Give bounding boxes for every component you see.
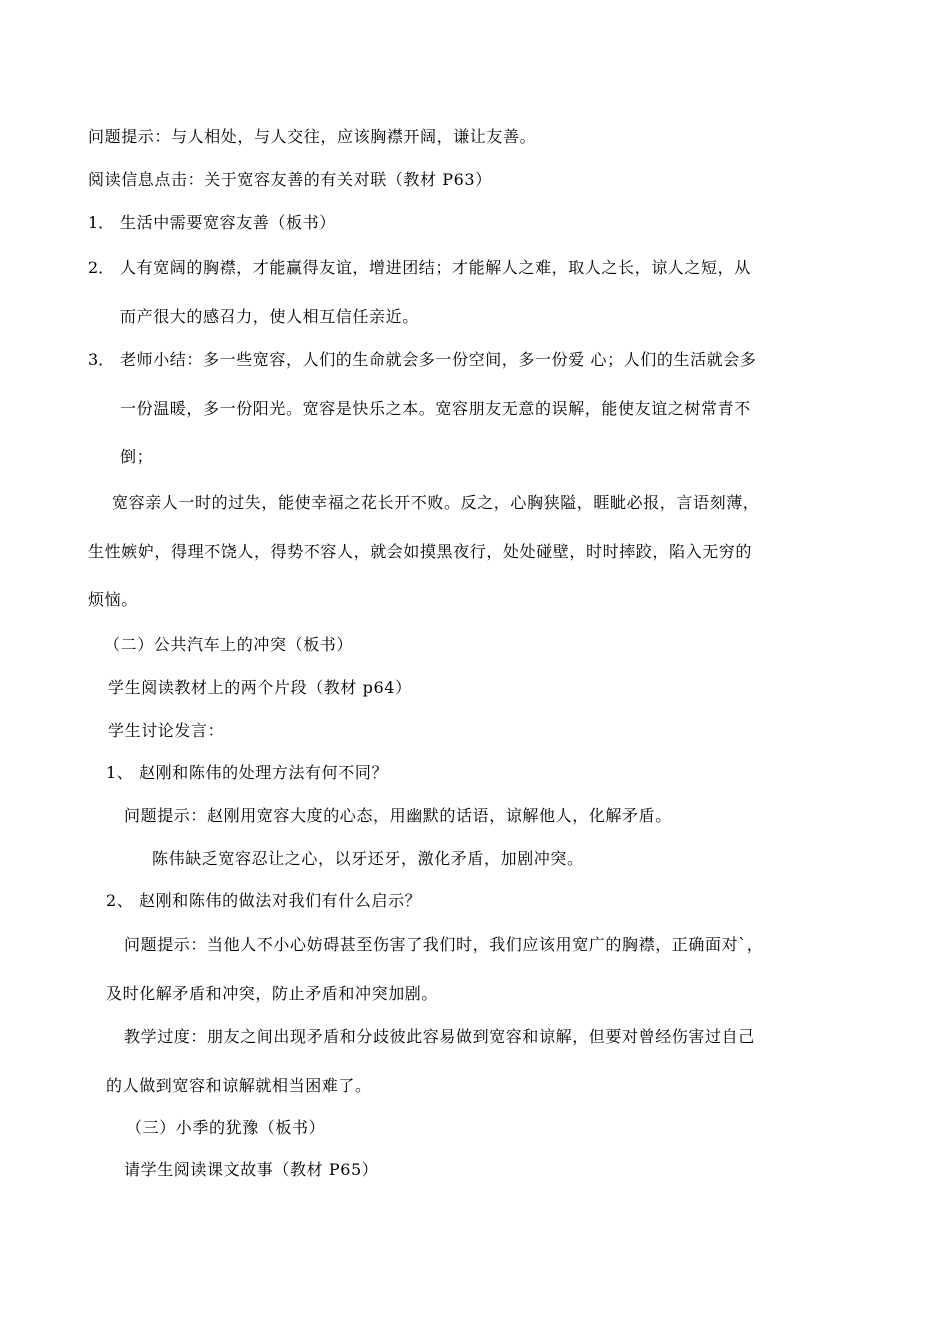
paragraph-tolerance-line-1: 宽容亲人一时的过失，能使幸福之花长开不败。反之，心胸狭隘，睚眦必报，言语刻薄， <box>112 493 760 512</box>
paragraph-reading-info: 阅读信息点击：关于宽容友善的有关对联（教材 P63） <box>88 170 492 189</box>
paragraph-hint-1: 问题提示：与人相处，与人交往，应该胸襟开阔，谦让友善。 <box>88 127 537 146</box>
section-heading-3: （三）小季的犹豫（板书） <box>126 1118 326 1137</box>
question-2-hint-line-2: 及时化解矛盾和冲突，防止矛盾和冲突加剧。 <box>106 984 439 1003</box>
list-item-1: 生活中需要宽容友善（板书） <box>120 213 336 232</box>
paragraph-tolerance-line-2: 生性嫉妒，得理不饶人，得势不容人，就会如摸黑夜行，处处碰壁，时时摔跤，陷入无穷的 <box>88 542 753 561</box>
list-item-3-line-2: 一份温暖，多一份阳光。宽容是快乐之本。宽容朋友无意的误解，能使友谊之树常青不 <box>120 399 751 418</box>
question-1-hint-continued: 陈伟缺乏宽容忍让之心，以牙还牙，激化矛盾，加剧冲突。 <box>152 849 584 868</box>
teaching-transition-line-2: 的人做到宽容和谅解就相当困难了。 <box>106 1076 372 1095</box>
list-item-3-line-3: 倒； <box>120 447 154 466</box>
list-number-1: 1． <box>88 213 115 232</box>
list-item-2-line-1: 人有宽阔的胸襟，才能赢得友谊，增进团结；才能解人之难，取人之长，谅人之短，从 <box>120 258 751 277</box>
paragraph-story-reading: 请学生阅读课文故事（教材 P65） <box>124 1160 379 1179</box>
paragraph-tolerance-line-3: 烦恼。 <box>88 590 138 609</box>
list-number-3: 3． <box>88 350 115 369</box>
question-2-hint-line-1: 问题提示：当他人不小心妨碍甚至伤害了我们时，我们应该用宽广的胸襟，正确面对`， <box>124 935 764 954</box>
paragraph-student-reading: 学生阅读教材上的两个片段（教材 p64） <box>108 678 412 697</box>
question-2: 2、 赵刚和陈伟的做法对我们有什么启示？ <box>106 891 422 910</box>
paragraph-student-discussion: 学生讨论发言： <box>108 721 225 740</box>
list-item-2-line-2: 而产很大的感召力，使人相互信任亲近。 <box>120 307 419 326</box>
list-item-3-line-1: 老师小结：多一些宽容，人们的生命就会多一份空间，多一份爱 心；人们的生活就会多 <box>120 350 757 369</box>
question-1-hint: 问题提示：赵刚用宽容大度的心态，用幽默的话语，谅解他人，化解矛盾。 <box>124 806 672 825</box>
question-1: 1、 赵刚和陈伟的处理方法有何不同？ <box>106 763 389 782</box>
teaching-transition-line-1: 教学过度：朋友之间出现矛盾和分歧彼此容易做到宽容和谅解，但要对曾经伤害过自己 <box>124 1027 755 1046</box>
section-heading-2: （二）公共汽车上的冲突（板书） <box>104 635 354 654</box>
list-number-2: 2． <box>88 258 115 277</box>
